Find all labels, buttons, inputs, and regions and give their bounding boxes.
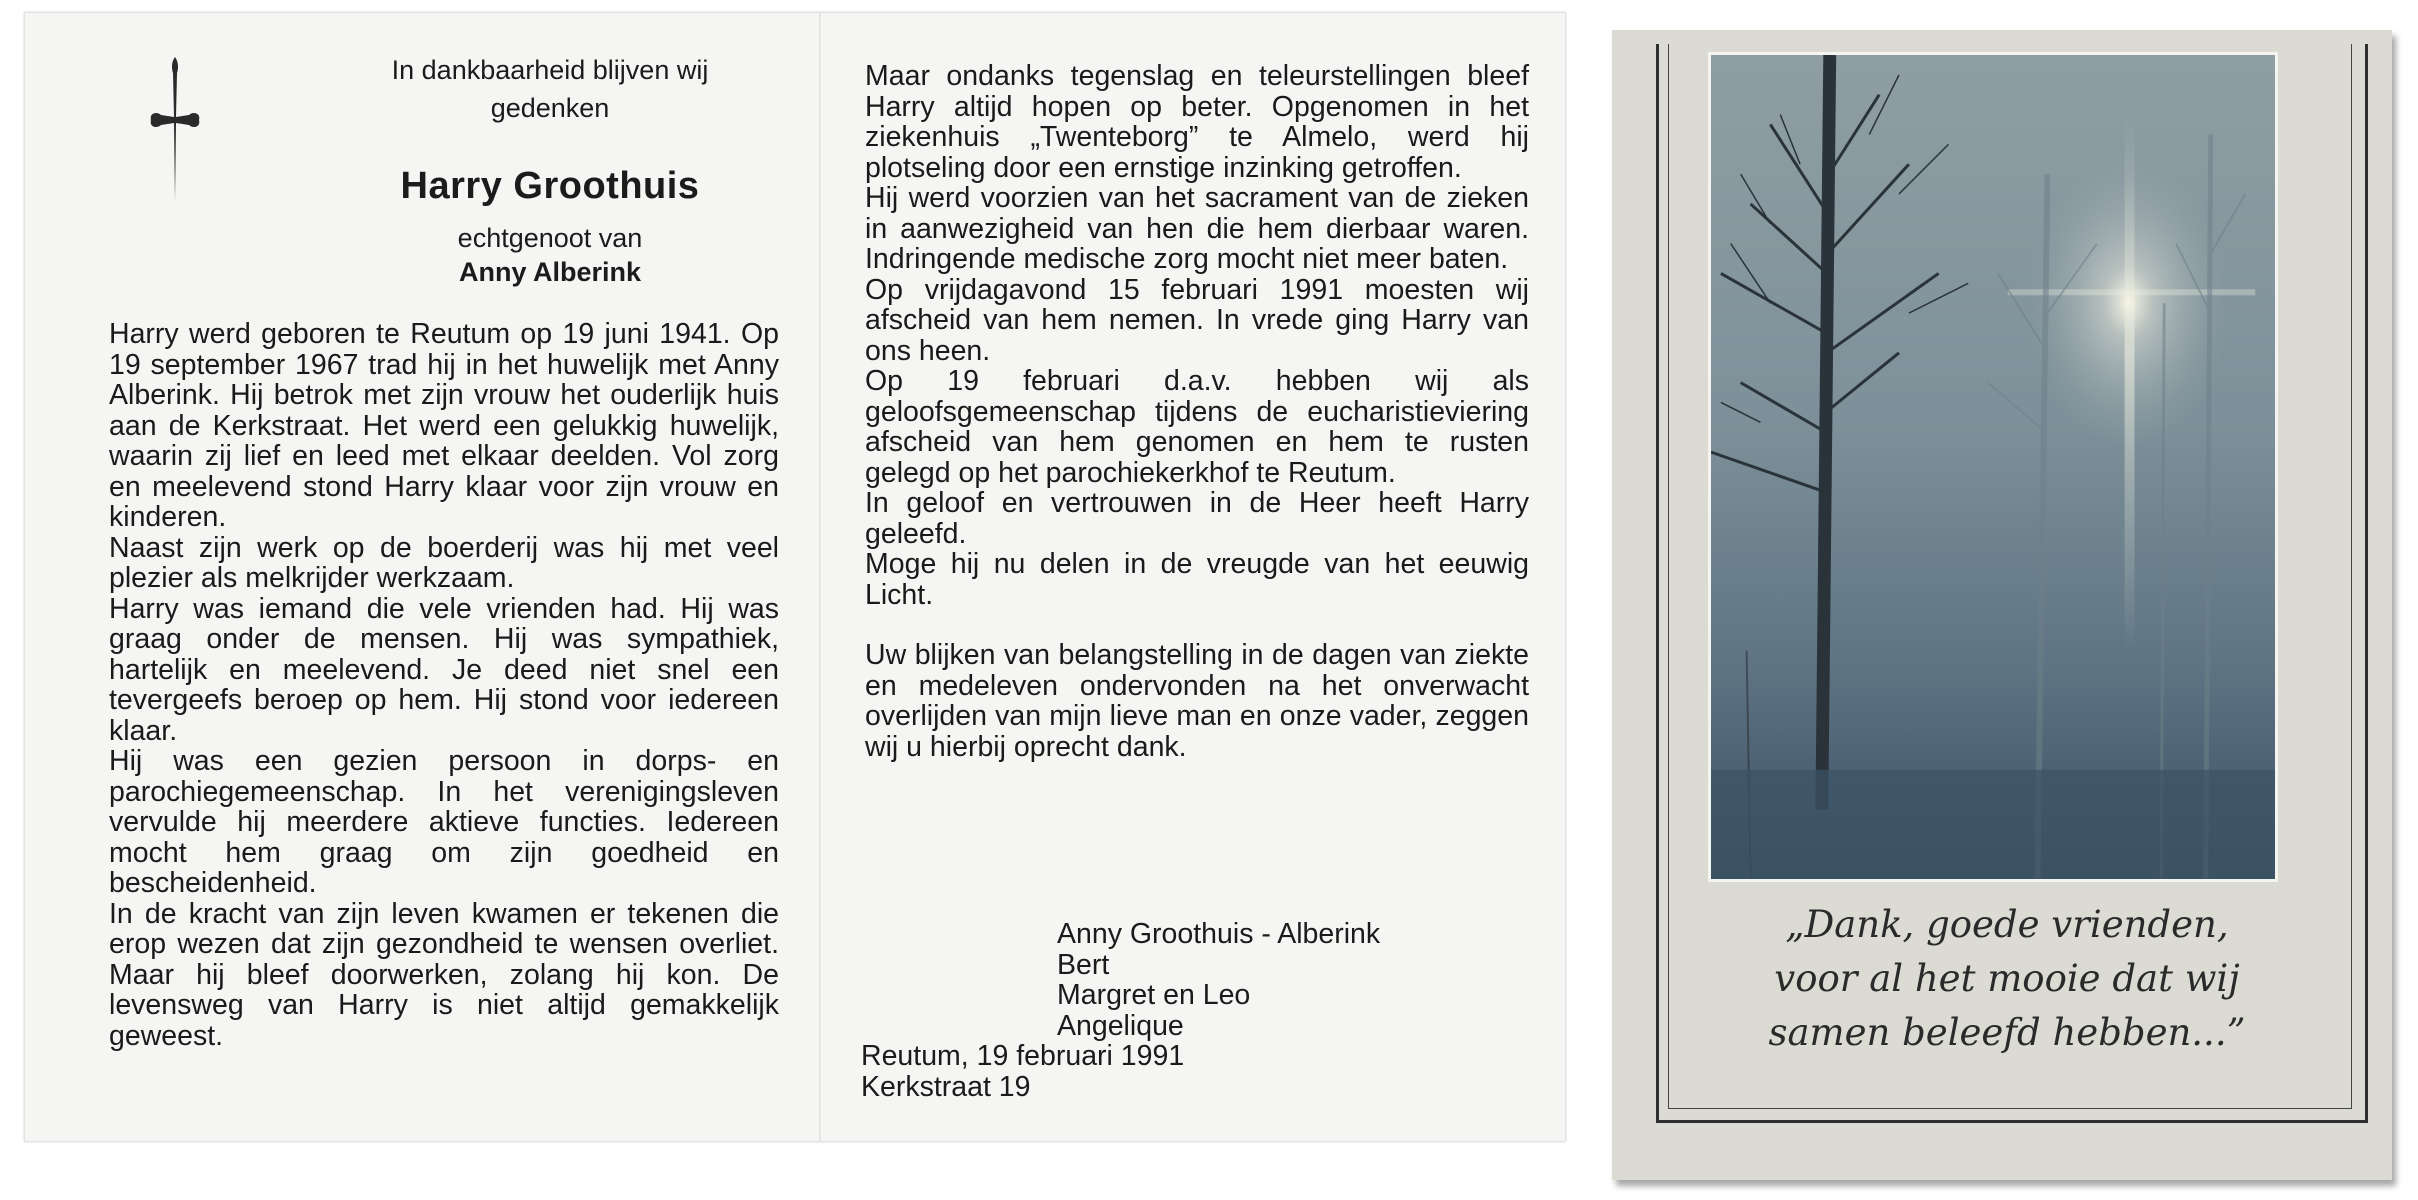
paragraph: Harry was iemand die vele vrienden had. Hij was graag onder de mensen. Hij was sympathiek, hartelijk en meelevend. Je deed niet snel een tevergeefs beroep op hem. Hij stond voor iedereen klaar. [109,592,779,747]
quote-line: voor al het mooie dat wij [1774,957,2240,1000]
memorial-quote [1672,898,2342,1060]
signatory: Anny Groothuis - Alberink [1057,918,1381,950]
quote-line: „Dank, goede vrienden, [1785,903,2229,946]
biography-text-right [865,61,1529,762]
spouse-name: Anny Alberink [458,257,642,287]
paragraph: Hij was een gezien persoon in dorps- en parochiegemeenschap. In het verenigingsleven vervulde hij meerdere aktieve functies. Iedereen mocht hem graag om zijn goedheid en bescheidenheid. [109,745,779,899]
thanks-paragraph: Uw blijken van belangstelling in de dagen van ziekte en medeleven ondervonden na het onverwacht overlijden van mijn lieve man en onze vader, zeggen wij u hierbij oprecht dank. [865,639,1529,763]
card-fold-line [819,13,821,1141]
signatory: Bert [1057,948,1110,981]
paragraph: Harry werd geboren te Reutum op 19 juni 1941. Op 19 september 1967 trad hij in het huwelijk met Anny Alberink. Hij betrok met zijn vrouw het ouderlijk huis aan de Kerkstraat. Het werd een gelukkig huwelijk, waarin zij lief en leed met elkaar deelden. Vol zorg en meelevend stond Harry klaar voor zijn vrouw en kinderen. [109,318,779,533]
cross-icon [135,53,215,205]
quote-line: samen beleefd hebben...” [1768,1011,2246,1054]
paragraph: Op 19 februari d.a.v. hebben wij als geloofsgemeenschap tijdens de eucharistieviering afscheid van hem genomen en hem te rusten gelegd op het parochiekerkhof te Reutum. [865,365,1529,489]
memorial-card-inside [24,12,1566,1142]
paragraph: Hij werd voorzien van het sacrament van de zieken in aanwezigheid van hen die hem dierbaar waren. Indringende medische zorg mocht niet meer baten. [865,182,1529,275]
address: Kerkstraat 19 [861,1070,1031,1103]
paragraph: Op vrijdagavond 15 februari 1991 moesten wij afscheid van hem nemen. In vrede ging Harry van ons heen. [865,273,1529,367]
signatories [1057,919,1380,1041]
biography-text-left [109,319,779,1051]
paragraph: Moge hij nu delen in de vreugde van het eeuwig Licht. [865,548,1529,611]
signatory: Margret en Leo [1057,979,1251,1011]
paragraph: In geloof en vertrouwen in de Heer heeft Harry geleefd. [865,487,1529,550]
paragraph: In de kracht van zijn leven kwamen er tekenen die erop wezen dat zijn gezondheid te wensen overliet. Maar hij bleef doorwerken, zolang hij kon. De levensweg van Harry is niet altijd gemakkelijk geweest. [109,897,779,1052]
paragraph: Naast zijn werk op de boerderij was hij met veel plezier als melkrijder werkzaam. [109,531,779,594]
spouse-label: echtgenoot van [457,223,643,253]
header-line-2: gedenken [490,93,610,123]
memorial-card-front [1612,30,2392,1180]
place-and-address [861,1041,1184,1102]
misty-trees-photo [1708,52,2278,882]
header-line-1: In dankbaarheid blijven wij [391,55,709,85]
deceased-name: Harry Groothuis [400,165,700,207]
place-date: Reutum, 19 februari 1991 [861,1040,1185,1072]
paragraph: Maar ondanks tegenslag en teleurstellingen bleef Harry altijd hopen op beter. Opgenomen in het ziekenhuis „Twenteborg” te Almelo, werd hij plotseling door een ernstige inzinking getroffen. [865,60,1529,184]
signatory: Angelique [1057,1009,1184,1042]
